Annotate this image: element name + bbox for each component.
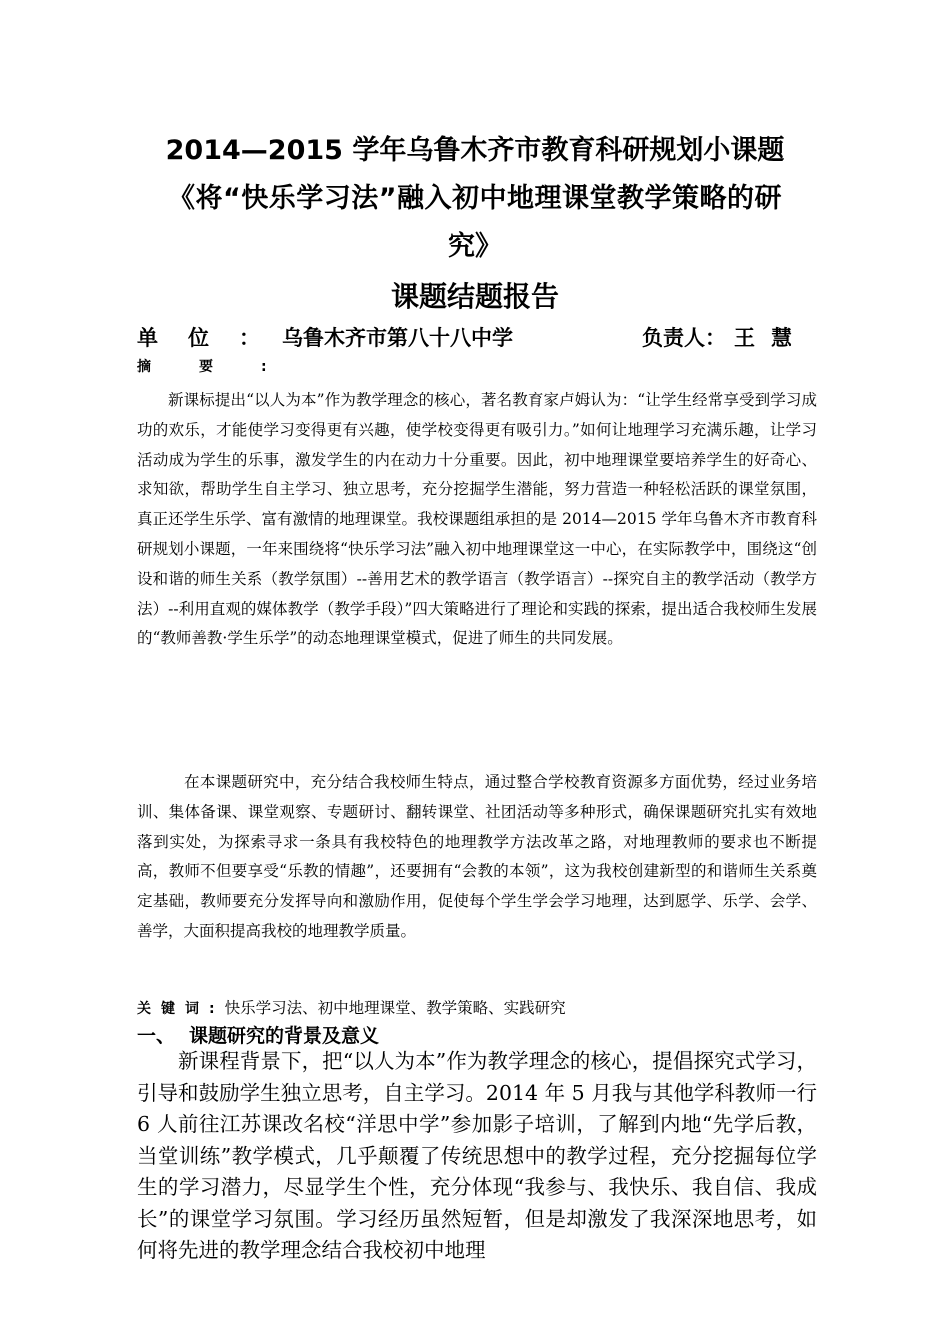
responsible-label: 负责人： <box>642 326 726 350</box>
keywords-label: 关键词: <box>137 1001 225 1017</box>
responsible-value: 王慧 <box>734 326 808 350</box>
abstract-paragraph-1: 新课标提出“以人为本”作为教学理念的核心，著名教育家卢姆认为：“让学生经常享受到学习成功的欢乐，才能使学习变得更有兴趣，使学校变得更有吸引力。”如何让地理学习充满乐趣，让学习活动成为学生的乐事，激发学生的内在动力十分重要。因此，初中地理课堂要培养学生的好奇心、求知欲，帮助学生自主学习、独立思考，充分挖掘学生潜能，努力营造一种轻松活跃的课堂氛围，真正还学生乐学、富有激情的地理课堂。我校课题组承担的是 2014—2015 学年乌鲁木齐市教育科研规划小课题，一年来围绕将“快乐学习法”融入初中地理课堂这一中心，在实际教学中，围绕这“创设和谐的师生关系（教学氛围）--善用艺术的教学语言（教学语言）--探究自主的教学活动（教学方法）--利用直观的媒体教学（教学手段）”四大策略进行了理论和实践的探索，提出适合我校师生发展的“教师善教·学生乐学”的动态地理课堂模式，促进了师生的共同发展。 <box>137 391 817 648</box>
title-line-3: 究》 <box>448 231 502 262</box>
abstract-label: 摘要: <box>137 359 315 375</box>
unit-label: 单位： <box>137 326 290 350</box>
unit-value: 乌鲁木齐市第八十八中学 <box>282 326 513 350</box>
report-title: 课题结题报告 <box>390 280 559 313</box>
title-line-2: 《将“快乐学习法”融入初中地理课堂教学策略的研 <box>168 183 782 214</box>
abstract-paragraph-2: 在本课题研究中，充分结合我校师生特点，通过整合学校教育资源多方面优势，经过业务培训、集体备课、课堂观察、专题研讨、翻转课堂、社团活动等多种形式，确保课题研究扎实有效地落到实处，为探索寻求一条具有我校特色的地理教学方法改革之路，对地理教师的要求也不断提高，教师不但要享受“乐教的情趣”，还要拥有“会教的本领”，这为我校创建新型的和谐师生关系奠定基础，教师要充分发挥导向和激励作用，促使每个学生学会学习地理，达到愿学、乐学、会学、善学，大面积提高我校的地理教学质量。 <box>137 773 817 940</box>
section-1-number: 一、 <box>137 1025 176 1047</box>
keywords-line <box>137 996 817 1021</box>
section-1-paragraph: 新课程背景下，把“以人为本”作为教学理念的核心，提倡探究式学习，引导和鼓励学生独立思考，自主学习。2014 年 5 月我与其他学科教师一行 6 人前往江苏课改名校“洋思中学”参加影子培训，了解到内地“先学后教，当堂训练”教学模式，几乎颠覆了传统思想中的教学过程，充分挖掘每位学生的学习潜力，尽显学生个性，充分体现“我参与、我快乐、我自信、我成长”的课堂学习氛围。学习经历虽然短暂，但是却激发了我深深地思考，如何将先进的教学理念结合我校初中地理 <box>137 1049 817 1262</box>
section-1-title: 课题研究的背景及意义 <box>189 1025 380 1047</box>
author-info-line <box>137 324 817 352</box>
keywords-value: 快乐学习法、初中地理课堂、教学策略、实践研究 <box>224 999 566 1017</box>
title-line-1: 2014—2015 学年乌鲁木齐市教育科研规划小课题 <box>165 135 785 166</box>
